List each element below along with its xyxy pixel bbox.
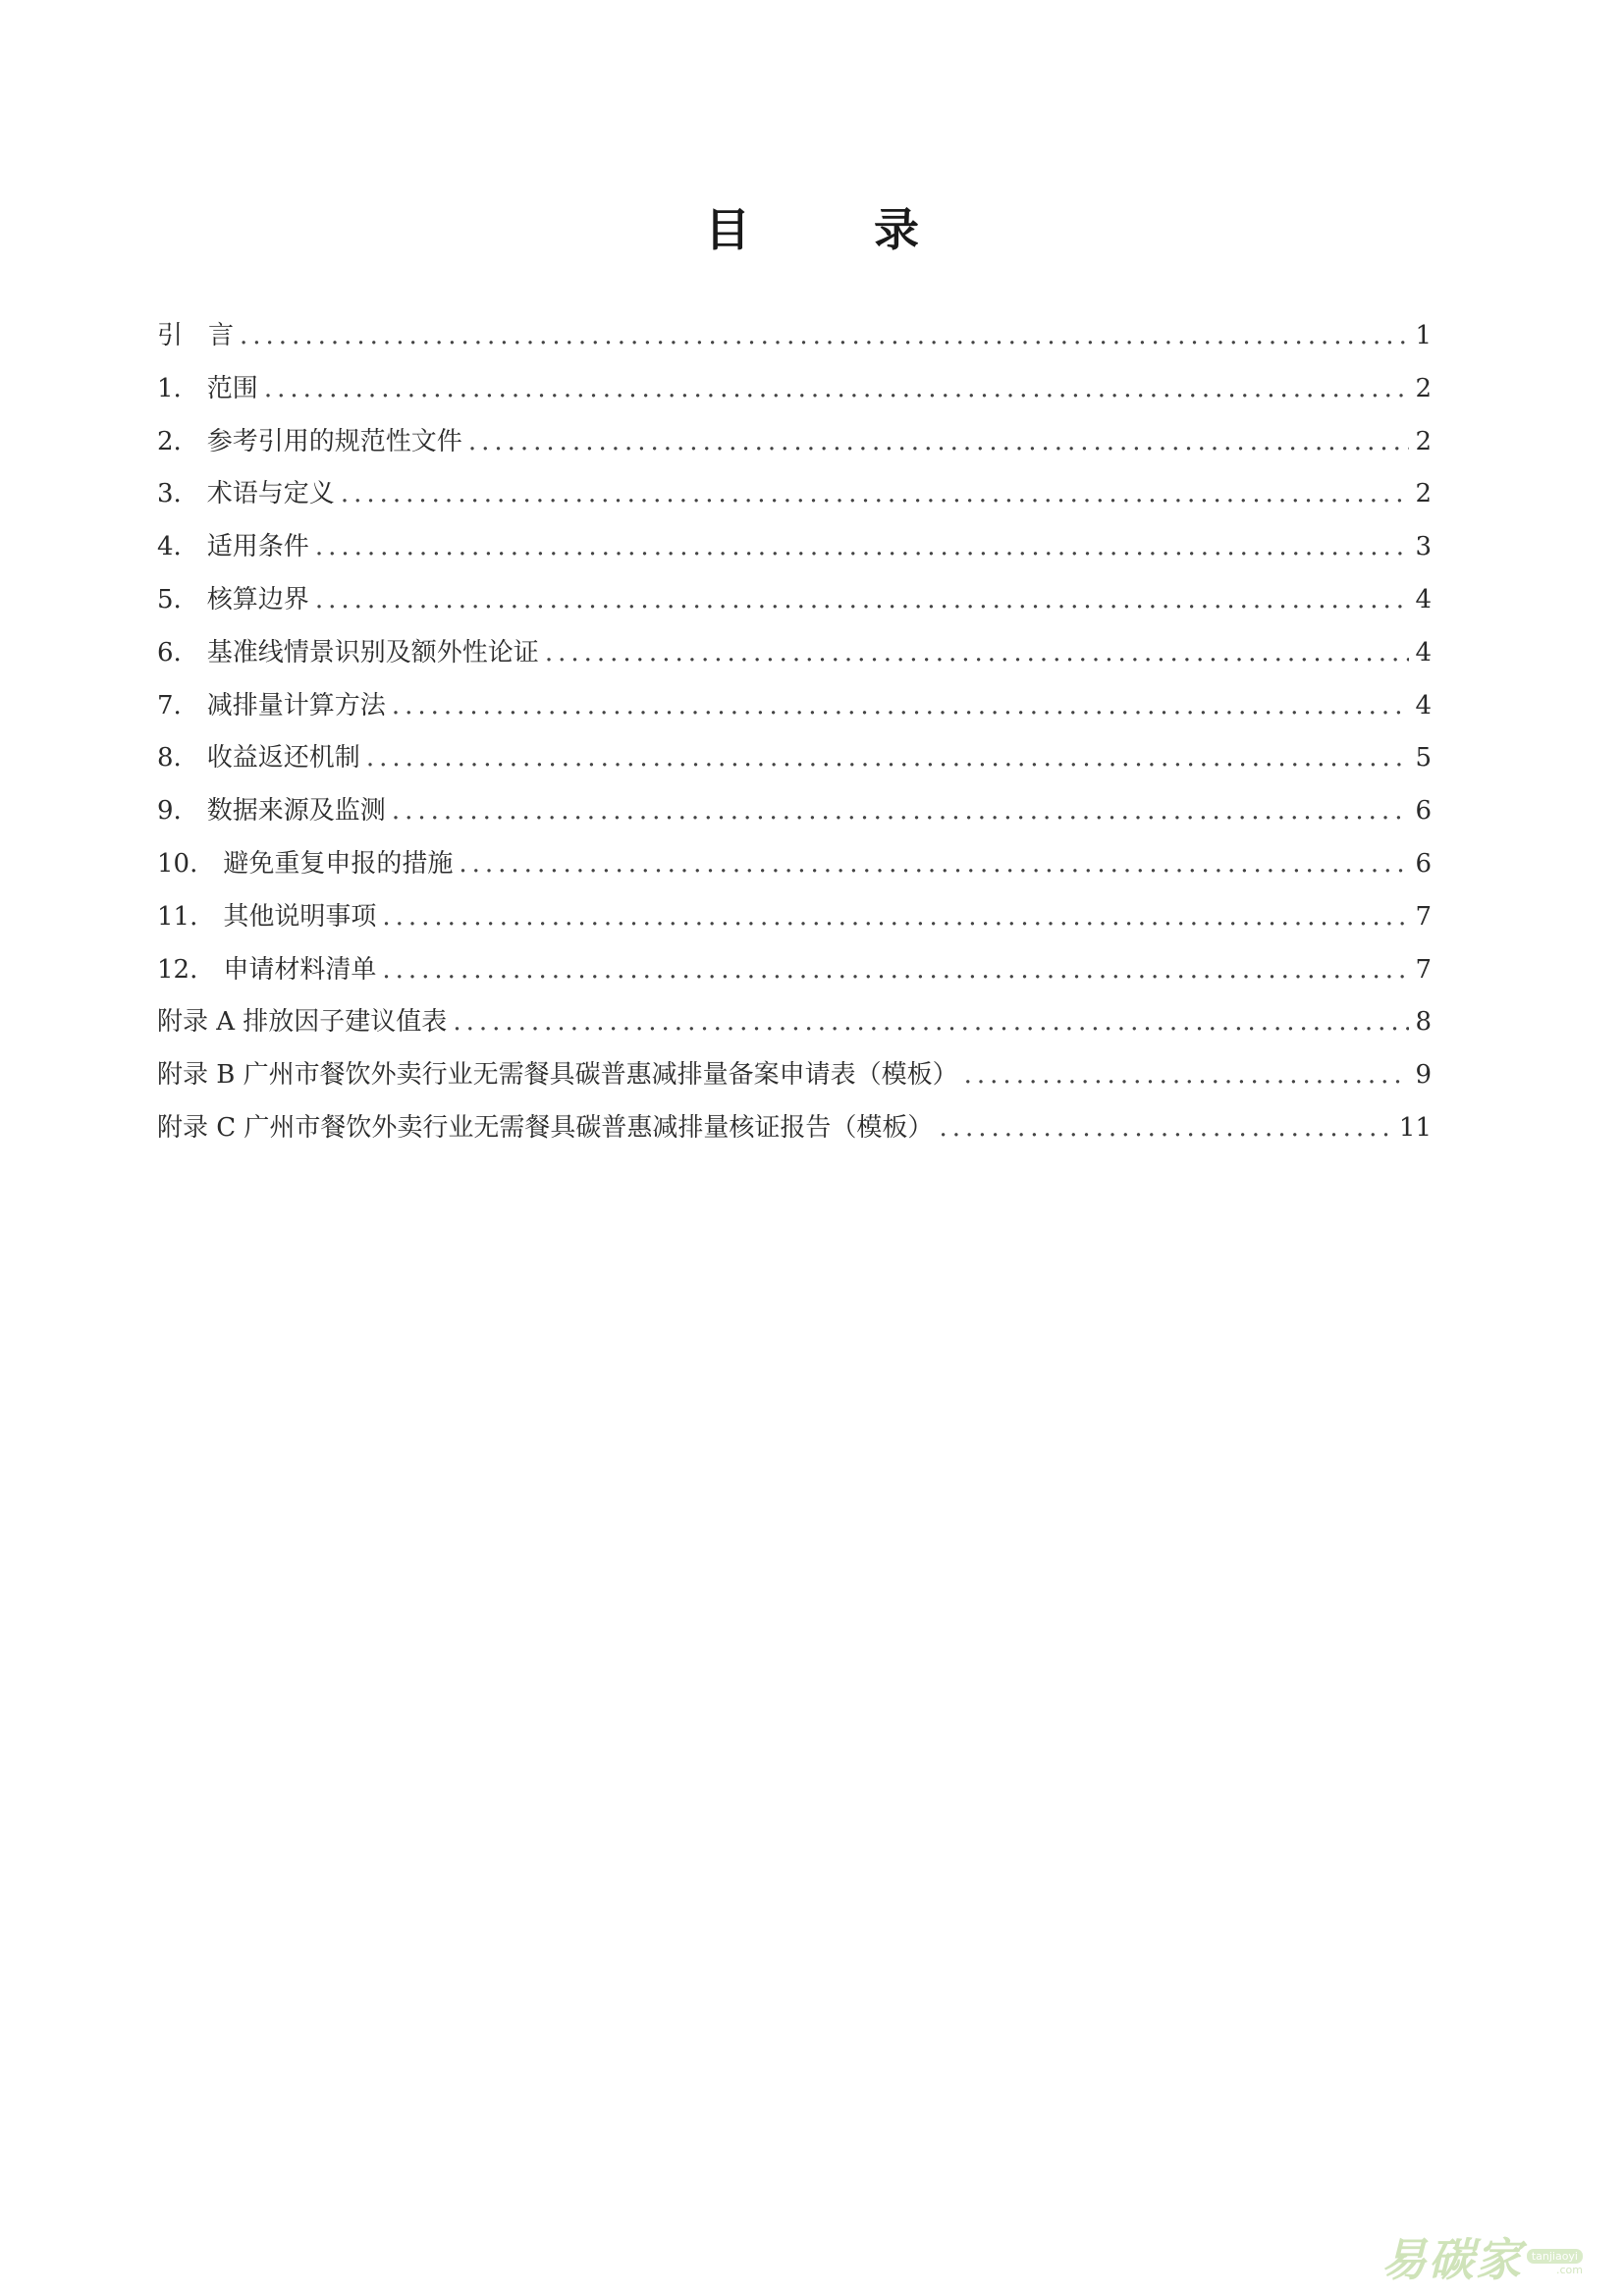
toc-dot-leader xyxy=(545,627,1410,680)
toc-entry-page: 4 xyxy=(1415,690,1432,721)
toc-entry-label: 附录 A 排放因子建议值表 xyxy=(157,1007,448,1038)
toc-entry-page: 3 xyxy=(1415,532,1432,562)
toc-entry xyxy=(157,468,1432,521)
toc-entry-page: 6 xyxy=(1415,848,1432,879)
toc-entry-page: 4 xyxy=(1415,584,1432,614)
toc-entry xyxy=(157,996,1432,1049)
watermark-url-group xyxy=(1527,2249,1583,2276)
toc-entry-page: 2 xyxy=(1415,479,1432,509)
toc-entry xyxy=(157,838,1432,891)
toc-dot-leader xyxy=(240,310,1409,363)
toc-dot-leader xyxy=(315,574,1410,627)
toc-entry-label: 1. 范围 xyxy=(157,373,258,403)
toc-entry-label: 7. 减排量计算方法 xyxy=(157,690,386,721)
page-title: 目 录 xyxy=(705,203,958,256)
toc-entry xyxy=(157,1049,1432,1102)
toc-entry-page: 11 xyxy=(1398,1112,1432,1143)
toc-entry-label: 6. 基准线情景识别及额外性论证 xyxy=(157,637,539,667)
toc-entry xyxy=(157,310,1432,363)
toc-entry-page: 4 xyxy=(1415,637,1432,667)
toc-dot-leader xyxy=(382,944,1409,997)
watermark-domain: .com xyxy=(1556,2263,1583,2276)
toc-entry xyxy=(157,732,1432,785)
toc-entry xyxy=(157,1102,1432,1155)
toc-dot-leader xyxy=(459,838,1409,891)
watermark xyxy=(1380,2233,1583,2286)
toc-entry-label: 8. 收益返还机制 xyxy=(157,743,360,774)
toc-entry xyxy=(157,785,1432,838)
toc-dot-leader xyxy=(392,785,1410,838)
toc-entry xyxy=(157,363,1432,416)
toc-entry-page: 2 xyxy=(1415,373,1432,403)
toc-entry-label: 引 言 xyxy=(157,321,235,350)
toc-dot-leader xyxy=(453,996,1409,1049)
toc-dot-leader xyxy=(366,732,1410,785)
watermark-url: tanjiaoyi xyxy=(1527,2249,1583,2264)
toc-entry-page: 1 xyxy=(1415,321,1432,350)
toc-dot-leader xyxy=(264,363,1410,416)
toc-entry-label: 附录 C 广州市餐饮外卖行业无需餐具碳普惠减排量核证报告（模板） xyxy=(157,1112,934,1143)
toc-entry xyxy=(157,680,1432,733)
toc-entry xyxy=(157,521,1432,574)
toc-dot-leader xyxy=(939,1102,1392,1155)
watermark-logo: 易碳家 xyxy=(1380,2233,1523,2286)
toc-entry xyxy=(157,627,1432,680)
toc-entry xyxy=(157,574,1432,627)
toc-entry-label: 9. 数据来源及监测 xyxy=(157,796,386,827)
toc-entry-page: 9 xyxy=(1415,1060,1432,1091)
toc-dot-leader xyxy=(341,468,1410,521)
toc-dot-leader xyxy=(382,891,1409,944)
table-of-contents xyxy=(157,310,1432,1155)
toc-entry-label: 10. 避免重复申报的措施 xyxy=(157,848,454,879)
toc-entry-label: 3. 术语与定义 xyxy=(157,479,335,509)
toc-dot-leader xyxy=(964,1049,1410,1102)
toc-entry-page: 7 xyxy=(1415,954,1432,985)
toc-entry-label: 2. 参考引用的规范性文件 xyxy=(157,426,462,456)
toc-entry-page: 2 xyxy=(1415,426,1432,456)
toc-entry-label: 11. 其他说明事项 xyxy=(157,901,377,932)
toc-entry-label: 5. 核算边界 xyxy=(157,584,309,614)
toc-entry-page: 6 xyxy=(1415,796,1432,827)
toc-entry-label: 12. 申请材料清单 xyxy=(157,954,377,985)
toc-entry-page: 5 xyxy=(1415,743,1432,774)
toc-entry xyxy=(157,944,1432,997)
toc-entry xyxy=(157,891,1432,944)
toc-entry xyxy=(157,416,1432,469)
toc-entry-label: 附录 B 广州市餐饮外卖行业无需餐具碳普惠减排量备案申请表（模板） xyxy=(157,1060,958,1091)
toc-entry-page: 7 xyxy=(1415,901,1432,932)
toc-dot-leader xyxy=(468,416,1410,469)
toc-entry-page: 8 xyxy=(1415,1007,1432,1038)
toc-dot-leader xyxy=(392,680,1410,733)
toc-entry-label: 4. 适用条件 xyxy=(157,532,309,562)
toc-dot-leader xyxy=(315,521,1410,574)
